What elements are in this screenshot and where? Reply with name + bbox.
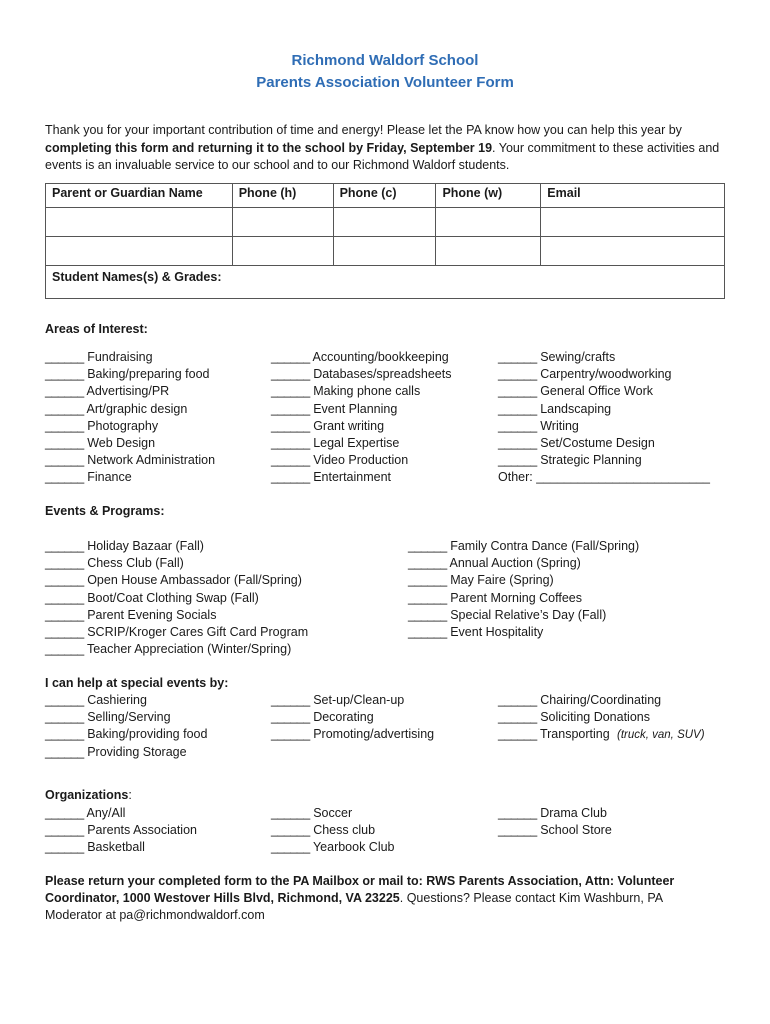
option-label: Providing Storage — [87, 744, 187, 759]
option-label: Decorating — [313, 710, 374, 725]
areas-col-2 — [271, 349, 451, 487]
check-blank[interactable]: ______ — [271, 401, 310, 416]
check-blank[interactable]: ______ — [45, 573, 84, 588]
check-blank[interactable]: ______ — [408, 607, 447, 622]
option-label: Chess club — [313, 823, 376, 838]
check-blank[interactable]: ______ — [45, 590, 84, 605]
check-blank[interactable]: ______ — [498, 710, 537, 725]
check-blank[interactable]: ______ — [45, 693, 84, 707]
option-chairing-coordinating[interactable] — [498, 692, 661, 709]
option-entertainment[interactable] — [271, 469, 451, 486]
check-blank[interactable]: ______ — [271, 384, 310, 399]
option-label: Event Hospitality — [450, 625, 544, 640]
option-photography[interactable] — [45, 418, 215, 435]
areas-other[interactable]: Other: _________________________ — [498, 470, 711, 484]
option-label: Making phone calls — [313, 384, 421, 399]
option-cashiering[interactable] — [45, 692, 207, 709]
option-parent-evening-socials[interactable] — [45, 607, 308, 624]
check-blank[interactable]: ______ — [408, 539, 447, 553]
check-blank[interactable]: ______ — [45, 436, 84, 451]
option-databases-spreadsheets[interactable] — [271, 366, 451, 383]
option-chess-club[interactable] — [271, 822, 395, 839]
option-label: Parent Evening Socials — [87, 607, 217, 622]
option-label: SCRIP/Kroger Cares Gift Card Program — [87, 625, 309, 640]
events-col-2 — [408, 538, 639, 641]
option-sewing-crafts[interactable] — [498, 349, 672, 366]
option-scrip-kroger-cares-gift-card-program[interactable] — [45, 624, 308, 641]
check-blank[interactable]: ______ — [45, 453, 84, 468]
option-label: Promoting/advertising — [313, 727, 435, 742]
option-fundraising[interactable] — [45, 349, 215, 366]
option-set-costume-design[interactable] — [498, 435, 672, 452]
option-special-relative-s-day-fall[interactable] — [408, 607, 639, 624]
option-promoting-advertising[interactable] — [271, 726, 434, 743]
org-col-1 — [45, 805, 197, 857]
org-col-3 — [498, 805, 612, 839]
check-blank[interactable]: ______ — [271, 693, 310, 707]
option-label: Sewing/crafts — [540, 350, 616, 364]
option-parents-association[interactable] — [45, 822, 197, 839]
check-blank[interactable]: ______ — [45, 539, 84, 553]
check-blank[interactable]: ______ — [45, 401, 84, 416]
option-general-office-work[interactable] — [498, 383, 672, 400]
check-blank[interactable]: ______ — [45, 367, 84, 382]
check-blank[interactable]: ______ — [45, 384, 84, 399]
option-event-planning[interactable] — [271, 401, 451, 418]
check-blank[interactable]: ______ — [45, 470, 84, 485]
option-label: Any/All — [86, 806, 126, 820]
option-providing-storage[interactable] — [45, 744, 207, 761]
option-label: Advertising/PR — [86, 384, 170, 399]
option-label: Baking/preparing food — [87, 367, 210, 382]
option-label: Strategic Planning — [540, 453, 642, 468]
areas-col-1 — [45, 349, 215, 487]
phone-cell-field-2[interactable] — [333, 237, 436, 266]
option-baking-providing-food[interactable] — [45, 726, 207, 743]
check-blank[interactable]: ______ — [271, 727, 310, 742]
check-blank[interactable]: ______ — [498, 418, 537, 433]
check-blank[interactable]: ______ — [408, 625, 447, 640]
header-email: Email — [541, 184, 725, 208]
organizations-title: Organizations: — [45, 788, 132, 802]
option-label: Family Contra Dance (Fall/Spring) — [450, 539, 640, 553]
parent-name-field-2[interactable] — [46, 237, 233, 266]
check-blank[interactable]: ______ — [271, 710, 310, 725]
option-finance[interactable] — [45, 469, 215, 486]
check-blank[interactable]: ______ — [45, 642, 84, 657]
phone-home-field-1[interactable] — [232, 208, 333, 237]
option-label: Teacher Appreciation (Winter/Spring) — [86, 642, 292, 657]
option-label: Legal Expertise — [313, 436, 400, 451]
check-blank[interactable]: ______ — [498, 401, 537, 416]
option-label: Photography — [87, 418, 159, 433]
option-family-contra-dance-fall-spring[interactable] — [408, 538, 639, 555]
check-blank[interactable]: ______ — [271, 453, 310, 468]
option-label: Chairing/Coordinating — [540, 693, 662, 707]
option-label: Transporting — [539, 727, 610, 742]
option-may-faire-spring[interactable] — [408, 572, 639, 589]
check-blank[interactable]: ______ — [271, 418, 310, 433]
option-holiday-bazaar-fall[interactable] — [45, 538, 308, 555]
special-title: I can help at special events by: — [45, 676, 229, 690]
option-yearbook-club[interactable] — [271, 839, 395, 856]
option-label: Boot/Coat Clothing Swap (Fall) — [87, 590, 259, 605]
check-blank[interactable]: ______ — [408, 573, 447, 588]
header-parent-name: Parent or Guardian Name — [46, 184, 233, 208]
header-phone-cell: Phone (c) — [333, 184, 436, 208]
check-blank[interactable]: ______ — [271, 840, 310, 855]
option-label: Carpentry/woodworking — [540, 367, 672, 382]
check-blank[interactable]: ______ — [45, 823, 84, 838]
email-field-1[interactable] — [541, 208, 725, 237]
option-art-graphic-design[interactable] — [45, 401, 215, 418]
phone-work-field-2[interactable] — [436, 237, 541, 266]
option-label: Drama Club — [540, 806, 607, 820]
option-chess-club-fall[interactable] — [45, 555, 308, 572]
check-blank[interactable]: ______ — [45, 840, 84, 855]
check-blank[interactable]: ______ — [45, 556, 84, 571]
option-label: Yearbook Club — [312, 840, 395, 855]
option-parent-morning-coffees[interactable] — [408, 590, 639, 607]
check-blank[interactable]: ______ — [498, 823, 537, 838]
option-basketball[interactable] — [45, 839, 197, 856]
check-blank[interactable]: ______ — [45, 727, 84, 742]
option-label: Event Planning — [313, 401, 398, 416]
check-blank[interactable]: ______ — [271, 470, 310, 485]
school-name: Richmond Waldorf School — [291, 52, 479, 69]
option-video-production[interactable] — [271, 452, 451, 469]
option-open-house-ambassador-fall-spring[interactable] — [45, 572, 308, 589]
option-label: General Office Work — [540, 384, 653, 399]
phone-cell-field-1[interactable] — [333, 208, 436, 237]
option-label: Cashiering — [87, 693, 147, 707]
option-writing[interactable] — [498, 418, 672, 435]
check-blank[interactable]: ______ — [498, 693, 537, 707]
option-label: Baking/providing food — [87, 727, 208, 742]
option-label: Finance — [87, 470, 132, 485]
check-blank[interactable]: ______ — [45, 710, 84, 725]
option-label: Basketball — [87, 840, 145, 855]
org-col-2 — [271, 805, 395, 857]
areas-col-3 — [498, 349, 672, 469]
check-blank[interactable]: ______ — [271, 350, 310, 364]
option-label: Holiday Bazaar (Fall) — [87, 539, 204, 553]
email-field-2[interactable] — [541, 237, 725, 266]
areas-title: Areas of Interest: — [45, 322, 148, 336]
option-network-administration[interactable] — [45, 452, 215, 469]
option-label: Network Administration — [87, 453, 216, 468]
option-label: May Faire (Spring) — [450, 573, 554, 588]
option-label: Special Relative’s Day (Fall) — [450, 607, 607, 622]
check-blank[interactable]: ______ — [45, 607, 84, 622]
option-label: Web Design — [87, 436, 156, 451]
option-decorating[interactable] — [271, 709, 434, 726]
check-blank[interactable]: ______ — [45, 625, 84, 640]
option-selling-serving[interactable] — [45, 709, 207, 726]
check-blank[interactable]: ______ — [271, 436, 310, 451]
header-phone-work: Phone (w) — [436, 184, 541, 208]
option-soliciting-donations[interactable] — [498, 709, 661, 726]
check-blank[interactable]: ______ — [271, 806, 310, 820]
option-label: Parents Association — [87, 823, 197, 838]
option-label: Set/Costume Design — [540, 436, 655, 451]
check-blank[interactable]: ______ — [45, 806, 84, 820]
contact-table — [45, 183, 725, 299]
option-advertising-pr[interactable] — [45, 383, 215, 400]
check-blank[interactable]: ______ — [498, 350, 537, 364]
phone-work-field-1[interactable] — [436, 208, 541, 237]
option-label: School Store — [540, 823, 612, 838]
check-blank[interactable]: ______ — [45, 744, 84, 759]
form-title: Parents Association Volunteer Form — [256, 74, 514, 91]
option-grant-writing[interactable] — [271, 418, 451, 435]
option-drama-club[interactable] — [498, 805, 612, 822]
option-label: Accounting/bookkeeping — [312, 350, 449, 364]
check-blank[interactable]: ______ — [271, 823, 310, 838]
option-event-hospitality[interactable] — [408, 624, 639, 641]
option-label: Set-up/Clean-up — [313, 693, 405, 707]
special-col-1 — [45, 692, 207, 761]
option-label: Art/graphic design — [86, 401, 188, 416]
check-blank[interactable]: ______ — [498, 436, 537, 451]
check-blank[interactable]: ______ — [408, 556, 447, 571]
option-label: Annual Auction (Spring) — [449, 556, 581, 571]
special-col-2 — [271, 692, 434, 744]
option-label: Soccer — [313, 806, 353, 820]
option-label: Databases/spreadsheets — [313, 367, 452, 382]
student-names-label: Student Names(s) & Grades: — [52, 270, 222, 284]
events-col-1 — [45, 538, 308, 658]
return-instructions: Please return your completed form to the PA Mailbox or mail to: RWS Parents Association, Attn: Volunteer Coordinator, 1000 Westover Hills Blvd, Richmond, VA 23225. Questions? Please contact Kim Washburn, PA Moderator at pa@richmondwaldorf.com — [45, 874, 675, 922]
option-set-up-clean-up[interactable] — [271, 692, 434, 709]
check-blank[interactable]: ______ — [498, 384, 537, 399]
check-blank[interactable]: ______ — [498, 727, 537, 742]
option-legal-expertise[interactable] — [271, 435, 451, 452]
student-names-field[interactable] — [46, 266, 725, 299]
check-blank[interactable]: ______ — [498, 367, 537, 382]
option-label: Fundraising — [87, 350, 153, 364]
option-teacher-appreciation-winter-spring[interactable] — [45, 641, 308, 658]
check-blank[interactable]: ______ — [498, 806, 537, 820]
option-label: Writing — [540, 418, 579, 433]
option-strategic-planning[interactable] — [498, 452, 672, 469]
check-blank[interactable]: ______ — [45, 418, 84, 433]
option-label: Entertainment — [313, 470, 392, 485]
option-label: Soliciting Donations — [540, 710, 650, 725]
option-accounting-bookkeeping[interactable] — [271, 349, 451, 366]
events-title: Events & Programs: — [45, 504, 165, 518]
option-label: Open House Ambassador (Fall/Spring) — [87, 573, 302, 588]
option-soccer[interactable] — [271, 805, 395, 822]
check-blank[interactable]: ______ — [45, 350, 84, 364]
check-blank[interactable]: ______ — [271, 367, 310, 382]
header-phone-home: Phone (h) — [232, 184, 333, 208]
option-school-store[interactable] — [498, 822, 612, 839]
option-landscaping[interactable] — [498, 401, 672, 418]
option-carpentry-woodworking[interactable] — [498, 366, 672, 383]
check-blank[interactable]: ______ — [498, 453, 537, 468]
phone-home-field-2[interactable] — [232, 237, 333, 266]
option-label: Selling/Serving — [87, 710, 171, 725]
check-blank[interactable]: ______ — [408, 590, 447, 605]
option-any-all[interactable] — [45, 805, 197, 822]
option-label: Parent Morning Coffees — [450, 590, 582, 605]
option-label: Video Production — [313, 453, 409, 468]
option-web-design[interactable] — [45, 435, 215, 452]
intro-paragraph: Thank you for your important contribution of time and energy! Please let the PA know how you can help this year by completing this form and returning it to the school by Friday, September 19. Your commitment to these activities and events is an invaluable service to our school and to our Richmond Waldorf students. — [45, 123, 720, 172]
transport-note: (truck, van, SUV) — [617, 729, 705, 741]
option-making-phone-calls[interactable] — [271, 383, 451, 400]
option-annual-auction-spring[interactable] — [408, 555, 639, 572]
option-label: Grant writing — [313, 418, 385, 433]
option-baking-preparing-food[interactable] — [45, 366, 215, 383]
option-boot-coat-clothing-swap-fall[interactable] — [45, 590, 308, 607]
parent-name-field-1[interactable] — [46, 208, 233, 237]
option-label: Chess Club (Fall) — [87, 556, 184, 571]
option-label: Landscaping — [540, 401, 612, 416]
